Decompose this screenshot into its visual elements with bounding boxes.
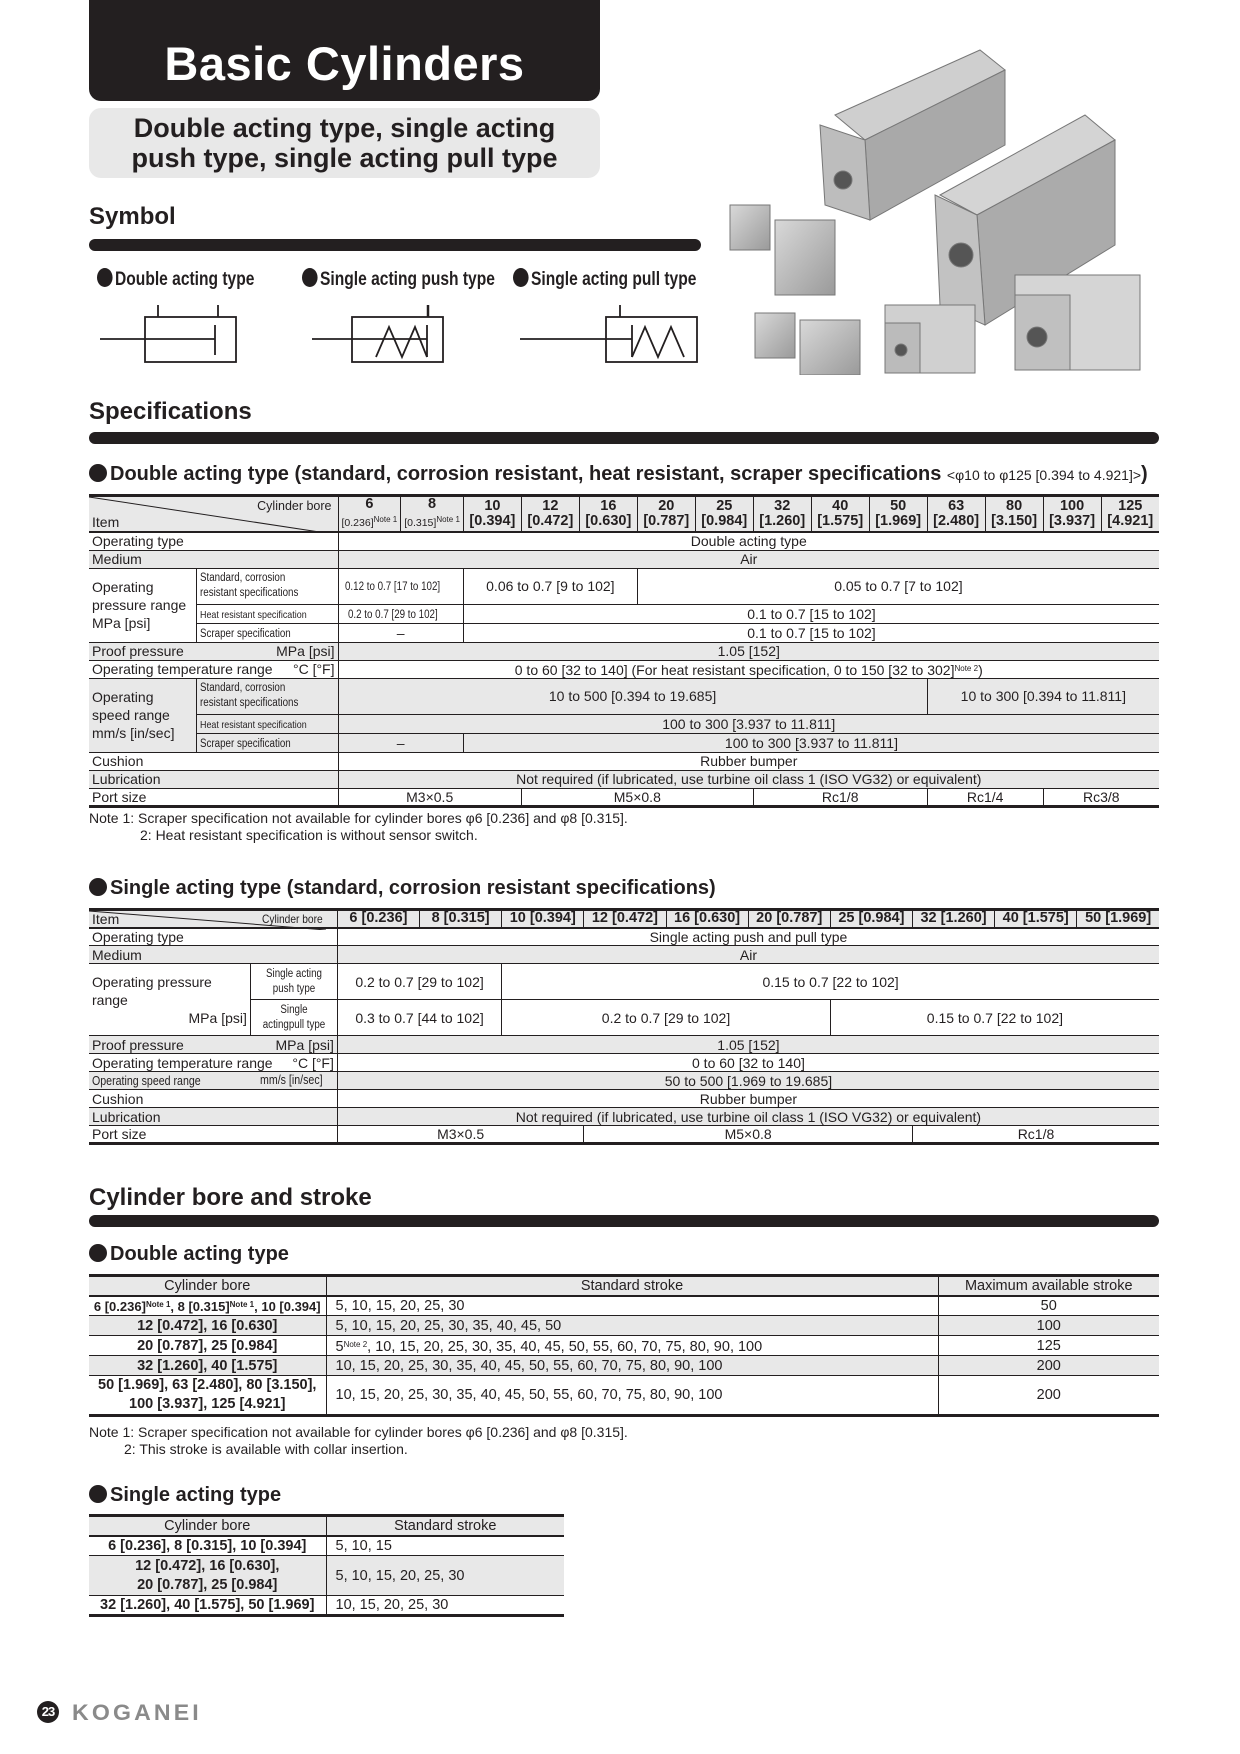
cell-value: 0.05 to 0.7 [7 to 102] (637, 568, 1159, 604)
bore-header (985, 496, 1043, 533)
symbol-label-double (97, 268, 254, 291)
unit-text: mm/s [in/sec] (260, 1073, 323, 1087)
cell-value: 0.1 to 0.7 [15 to 102] (463, 623, 1159, 642)
cell-value: Not required (if lubricated, use turbine oil class 1 (ISO VG32) or equivalent) (338, 770, 1159, 788)
label-text: Operating pressure range (92, 973, 212, 1008)
single-acting-push-symbol-icon (312, 305, 452, 365)
bore-cell: 32 [1.260], 40 [1.575], 50 [1.969] (89, 1596, 326, 1616)
cell-value: 0.2 to 0.7 [29 to 102] (502, 1000, 831, 1036)
stroke-cell: 5, 10, 15, 20, 25, 30 (326, 1296, 938, 1316)
bore-header (1043, 496, 1101, 533)
bore-header (401, 496, 464, 533)
title-text: Double acting type (110, 1243, 289, 1265)
bore-in: [0.472] (527, 513, 574, 529)
cell-value: Air (338, 550, 1159, 568)
bore-in: [2.480] (933, 513, 980, 529)
bore-text: 12 [0.472], 16 [0.630], (135, 1557, 280, 1574)
row-label: Operating type (89, 532, 338, 550)
bore-header: 12 [0.472] (584, 910, 666, 928)
label-text: Proof pressure (92, 643, 184, 659)
bullet-icon (513, 268, 529, 287)
table-row (89, 1596, 564, 1616)
bore-mm: 12 (542, 498, 559, 514)
unit-text: °C [°F] (292, 661, 335, 677)
bore-mm: 20 (658, 498, 675, 514)
table-header-row (89, 496, 1159, 533)
corner-label-item: Item (92, 910, 120, 927)
table-row (89, 1108, 1159, 1126)
single-acting-spec-table (89, 908, 1159, 1145)
cell-value: Rc3/8 (1043, 788, 1159, 806)
cell-value: M3×0.5 (338, 788, 521, 806)
symbol-label-text: Single acting pull type (531, 269, 697, 290)
table-row (89, 660, 1159, 678)
product-photo (715, 45, 1145, 375)
row-label: Port size (89, 788, 338, 806)
note-ref: Note 1 (373, 515, 398, 524)
double-acting-spec-table (89, 494, 1159, 808)
section-divider (89, 239, 701, 251)
bore-mm: 6 (365, 496, 374, 512)
note-ref: Note 1 (145, 1299, 171, 1309)
section-divider (89, 432, 1159, 444)
symbol-label-text: Double acting type (115, 269, 255, 290)
row-label: Cushion (89, 752, 338, 770)
row-label: Cushion (89, 1090, 337, 1108)
table-row (89, 1000, 1159, 1036)
table-row (89, 550, 1159, 568)
sub-row-label: Scraper specification (199, 737, 291, 750)
cell-value: – (338, 733, 463, 752)
cell-value: 1.05 [152] (338, 642, 1159, 660)
cell-value: Air (337, 946, 1159, 964)
bore-stroke-section-title: Cylinder bore and stroke (89, 1184, 372, 1211)
bore-header (811, 496, 869, 533)
page-number-badge: 23 (37, 1701, 59, 1723)
stroke-cell: 10, 15, 20, 25, 30 (326, 1596, 564, 1616)
column-header: Cylinder bore (89, 1516, 326, 1536)
double-acting-cylinder-symbol-icon (100, 305, 245, 365)
bore-text: , 8 [0.315] (170, 1298, 230, 1314)
single-spec-title-text: Single acting type (standard, corrosion resistant specifications) (110, 877, 716, 899)
corner-label-bore: Cylinder bore (257, 499, 332, 513)
sub-row-label: Heat resistant specification (199, 608, 307, 621)
symbol-label-pull (513, 268, 696, 291)
single-acting-spec-title (89, 877, 716, 900)
cell-value: 0.3 to 0.7 [44 to 102] (337, 1000, 501, 1036)
table-row (89, 770, 1159, 788)
bore-cell (89, 1376, 326, 1416)
bore-cell (89, 1296, 326, 1316)
table-row (89, 568, 1159, 604)
row-label (89, 642, 338, 660)
section-divider (89, 1215, 1159, 1227)
row-label: Medium (89, 946, 337, 964)
bore-in: [0.630] (585, 513, 632, 529)
bore-in: [1.575] (817, 513, 864, 529)
column-header: Maximum available stroke (938, 1276, 1159, 1296)
bore-stroke-notes (89, 1424, 628, 1458)
cell-value: 0 to 60 [32 to 140] (337, 1054, 1159, 1072)
stroke-cell: 5, 10, 15, 20, 25, 30 (326, 1556, 564, 1596)
title-text: Single acting type (110, 1484, 282, 1506)
bore-in: [1.969] (875, 513, 922, 529)
bore-in: [0.984] (701, 513, 748, 529)
bullet-icon (302, 268, 318, 287)
cell-value: M3×0.5 (337, 1126, 583, 1144)
bore-cell: 6 [0.236], 8 [0.315], 10 [0.394] (89, 1536, 326, 1556)
stroke-cell: 10, 15, 20, 25, 30, 35, 40, 45, 50, 55, 60, 70, 75, 80, 90, 100 (326, 1376, 938, 1416)
single-acting-pull-symbol-icon (520, 305, 700, 365)
bore-text: , 10 [0.394] (254, 1298, 321, 1314)
bore-mm: 32 (774, 498, 791, 514)
bore-header (1101, 496, 1159, 533)
unit-text: MPa [psi] (276, 643, 335, 659)
bore-header: 8 [0.315] (420, 910, 502, 928)
stroke-text: 5 (335, 1338, 344, 1355)
cell-value: Rubber bumper (338, 752, 1159, 770)
bullet-icon (97, 268, 113, 287)
symbol-label-push (302, 268, 495, 291)
bore-header: 32 [1.260] (912, 910, 994, 928)
page-subtitle (89, 108, 600, 178)
bore-mm: 8 (428, 496, 437, 512)
symbol-section-title: Symbol (89, 203, 176, 230)
table-row (89, 623, 1159, 642)
cell-value: M5×0.8 (521, 788, 753, 806)
table-row (89, 1356, 1159, 1376)
bore-in: [3.150] (991, 513, 1038, 529)
row-label (89, 964, 250, 1036)
row-label (89, 660, 338, 678)
row-label: Lubrication (89, 1108, 337, 1126)
bore-header: 50 [1.969] (1077, 910, 1159, 928)
table-row (89, 678, 1159, 714)
double-acting-stroke-table (89, 1274, 1159, 1417)
double-spec-title-range: <φ10 to φ125 [0.394 to 4.921]> (946, 467, 1142, 483)
table-row (89, 733, 1159, 752)
cell-value: 0.15 to 0.7 [22 to 102] (830, 1000, 1159, 1036)
cell-value: Not required (if lubricated, use turbine oil class 1 (ISO VG32) or equivalent) (337, 1108, 1159, 1126)
stroke-cell: 5, 10, 15 (326, 1536, 564, 1556)
bore-mm: 63 (948, 498, 965, 514)
bore-in: [0.787] (643, 513, 690, 529)
note-1: Note 1: Scraper specification not available for cylinder bores φ6 [0.236] and φ8 [0.315]. (89, 810, 628, 826)
row-label: Operating speed range mm/s [in/sec] (89, 678, 196, 752)
unit-text: MPa [psi] (188, 1009, 247, 1026)
bore-in: [1.260] (759, 513, 806, 529)
cell-value: 100 to 300 [3.937 to 11.811] (338, 714, 1159, 733)
table-row (89, 1316, 1159, 1336)
header-corner-cell (89, 910, 337, 928)
cell-value (338, 660, 1159, 678)
corner-label-bore: Cylinder bore (261, 912, 323, 926)
row-label: Operating type (89, 928, 337, 946)
note-ref: Note 1 (436, 515, 460, 524)
bore-in: [4.921] (1107, 513, 1154, 529)
cylinder-compact-1 (885, 305, 975, 373)
value-text: ) (978, 661, 983, 678)
subtitle-line-1: Double acting type, single acting (133, 113, 556, 143)
bore-text: 100 [3.937], 125 [4.921] (129, 1396, 286, 1412)
table-row (89, 1376, 1159, 1416)
double-spec-title-close: ) (1141, 463, 1148, 485)
cell-value: 0.1 to 0.7 [15 to 102] (463, 604, 1159, 623)
cell-value: 100 to 300 [3.937 to 11.811] (463, 733, 1159, 752)
max-stroke-cell: 200 (938, 1376, 1159, 1416)
bore-mm: 50 (890, 498, 907, 514)
bore-header (869, 496, 927, 533)
bullet-icon (89, 1244, 107, 1262)
max-stroke-cell: 50 (938, 1296, 1159, 1316)
table-row (89, 964, 1159, 1000)
bullet-icon (89, 1485, 107, 1503)
cylinder-small-1 (730, 205, 860, 375)
bore-text: 6 [0.236] (93, 1298, 146, 1314)
cell-value: 0.06 to 0.7 [9 to 102] (463, 568, 637, 604)
bore-header (927, 496, 985, 533)
row-label (89, 1054, 337, 1072)
table-row (89, 604, 1159, 623)
bore-header: 25 [0.984] (830, 910, 912, 928)
bore-cell: 32 [1.260], 40 [1.575] (89, 1356, 326, 1376)
row-label (89, 1072, 337, 1090)
specifications-section-title: Specifications (89, 398, 252, 425)
cell-value: M5×0.8 (584, 1126, 913, 1144)
double-acting-spec-title (89, 463, 1148, 486)
row-label: Lubrication (89, 770, 338, 788)
cell-value: 0.12 to 0.7 [17 to 102] (344, 581, 440, 593)
bore-header: 10 [0.394] (502, 910, 584, 928)
sub-row-label: Scraper specification (199, 627, 291, 640)
single-acting-stroke-table (89, 1514, 564, 1617)
row-label: Medium (89, 550, 338, 568)
page-title: Basic Cylinders (164, 37, 525, 90)
cell-value: 10 to 300 [0.394 to 11.811] (927, 678, 1159, 714)
bore-in: [0.394] (469, 513, 516, 529)
bore-header (753, 496, 811, 533)
row-label (89, 1036, 337, 1054)
cell-value: 50 to 500 [1.969 to 19.685] (337, 1072, 1159, 1090)
bore-mm: 10 (484, 498, 501, 514)
table-row (89, 714, 1159, 733)
table-row (89, 1036, 1159, 1054)
bore-stroke-single-title (89, 1484, 281, 1507)
cell-value: 0.15 to 0.7 [22 to 102] (502, 964, 1159, 1000)
double-spec-notes (89, 810, 628, 844)
stroke-text: , 10, 15, 20, 25, 30, 35, 40, 45, 50, 55, 60, 70, 75, 80, 90, 100 (367, 1338, 763, 1355)
bore-mm: 25 (716, 498, 733, 514)
label-text: Operating speed range (92, 1074, 201, 1088)
note-ref: Note 2 (954, 663, 979, 673)
max-stroke-cell: 125 (938, 1336, 1159, 1356)
unit-text: °C [°F] (292, 1054, 334, 1071)
row-label: Operating pressure range MPa [psi] (89, 568, 196, 642)
bore-stroke-double-title (89, 1243, 289, 1266)
table-row (89, 1536, 564, 1556)
value-text: 0 to 60 [32 to 140] (For heat resistant specification, 0 to 150 [32 to 302] (514, 661, 955, 678)
double-spec-title-text: Double acting type (standard, corrosion resistant, heat resistant, scraper specifications (110, 463, 942, 485)
sub-row-label: Heat resistant specification (199, 718, 307, 731)
unit-text: MPa [psi] (275, 1036, 334, 1053)
table-row (89, 1072, 1159, 1090)
note-1: Note 1: Scraper specification not available for cylinder bores φ6 [0.236] and φ8 [0.315]. (89, 1424, 628, 1440)
column-header: Cylinder bore (89, 1276, 326, 1296)
bore-text: 50 [1.969], 63 [2.480], 80 [3.150], (98, 1377, 317, 1393)
sub-row-label: Single acting push type (265, 967, 322, 995)
bore-header (637, 496, 695, 533)
symbol-label-text: Single acting push type (320, 269, 495, 290)
stroke-cell: 5, 10, 15, 20, 25, 30, 35, 40, 45, 50 (326, 1316, 938, 1336)
bore-cell (89, 1556, 326, 1596)
cell-value: Rc1/8 (753, 788, 927, 806)
bore-header (521, 496, 579, 533)
bullet-icon (89, 464, 107, 482)
cell-value: Rc1/4 (927, 788, 1043, 806)
label-text: Operating temperature range (92, 1054, 273, 1071)
table-row (89, 1556, 564, 1596)
max-stroke-cell: 100 (938, 1316, 1159, 1336)
column-header: Standard stroke (326, 1276, 938, 1296)
table-row (89, 1054, 1159, 1072)
table-row (89, 1336, 1159, 1356)
bore-text: 20 [0.787], 25 [0.984] (137, 1576, 278, 1593)
bore-mm: 80 (1006, 498, 1023, 514)
bore-in: [0.236] (341, 517, 374, 529)
cell-value: 10 to 500 [0.394 to 19.685] (338, 678, 927, 714)
table-header-row (89, 910, 1159, 928)
stroke-cell: 10, 15, 20, 25, 30, 35, 40, 45, 50, 55, 60, 70, 75, 80, 90, 100 (326, 1356, 938, 1376)
table-row (89, 1090, 1159, 1108)
bore-header: 6 [0.236] (337, 910, 419, 928)
corner-label-item: Item (92, 514, 120, 530)
table-row (89, 928, 1159, 946)
cell-value: Double acting type (338, 532, 1159, 550)
bore-header (463, 496, 521, 533)
cell-value: – (338, 623, 463, 642)
sub-row-label: Standard, corrosion resistant specifications (199, 682, 298, 709)
max-stroke-cell: 200 (938, 1356, 1159, 1376)
table-row (89, 532, 1159, 550)
cell-value: 0.2 to 0.7 [29 to 102] (337, 964, 501, 1000)
page-title-banner (89, 0, 600, 101)
table-row (89, 1296, 1159, 1316)
note-2: 2: This stroke is available with collar insertion. (124, 1441, 408, 1457)
table-header-row (89, 1276, 1159, 1296)
bore-header (695, 496, 753, 533)
sub-row-label: Single actingpull type (262, 1003, 326, 1031)
table-row (89, 1126, 1159, 1144)
cell-value: Rc1/8 (912, 1126, 1159, 1144)
row-label: Port size (89, 1126, 337, 1144)
stroke-cell (326, 1336, 938, 1356)
table-row (89, 642, 1159, 660)
cell-value: Single acting push and pull type (337, 928, 1159, 946)
bore-in: [3.937] (1049, 513, 1096, 529)
bore-cell: 20 [0.787], 25 [0.984] (89, 1336, 326, 1356)
bore-header: 20 [0.787] (748, 910, 830, 928)
cylinder-compact-2 (1015, 275, 1140, 370)
bore-mm: 125 (1118, 498, 1143, 514)
bore-cell: 12 [0.472], 16 [0.630] (89, 1316, 326, 1336)
table-row (89, 788, 1159, 806)
cell-value: 1.05 [152] (337, 1036, 1159, 1054)
bore-mm: 16 (600, 498, 617, 514)
header-corner-cell (89, 496, 338, 533)
bore-header: 16 [0.630] (666, 910, 748, 928)
bore-mm: 40 (832, 498, 849, 514)
table-row (89, 946, 1159, 964)
bore-mm: 100 (1059, 498, 1085, 514)
bore-header: 40 [1.575] (995, 910, 1077, 928)
subtitle-line-2: push type, single acting pull type (131, 143, 558, 173)
bore-header (338, 496, 401, 533)
column-header: Standard stroke (326, 1516, 564, 1536)
bullet-icon (89, 878, 107, 896)
note-ref: Note 1 (229, 1299, 255, 1309)
cell-value: Rubber bumper (337, 1090, 1159, 1108)
brand-logo: KOGANEI (72, 1700, 202, 1725)
sub-row-label: Standard, corrosion resistant specifications (199, 572, 298, 599)
bore-header (579, 496, 637, 533)
note-2: 2: Heat resistant specification is without sensor switch. (140, 827, 478, 843)
table-header-row (89, 1516, 564, 1536)
note-ref: Note 2 (343, 1339, 368, 1349)
cell-value: 0.2 to 0.7 [29 to 102] (347, 608, 438, 621)
bore-in: [0.315] (404, 517, 437, 529)
table-row (89, 752, 1159, 770)
label-text: Proof pressure (92, 1036, 184, 1053)
label-text: Operating temperature range (92, 661, 273, 677)
